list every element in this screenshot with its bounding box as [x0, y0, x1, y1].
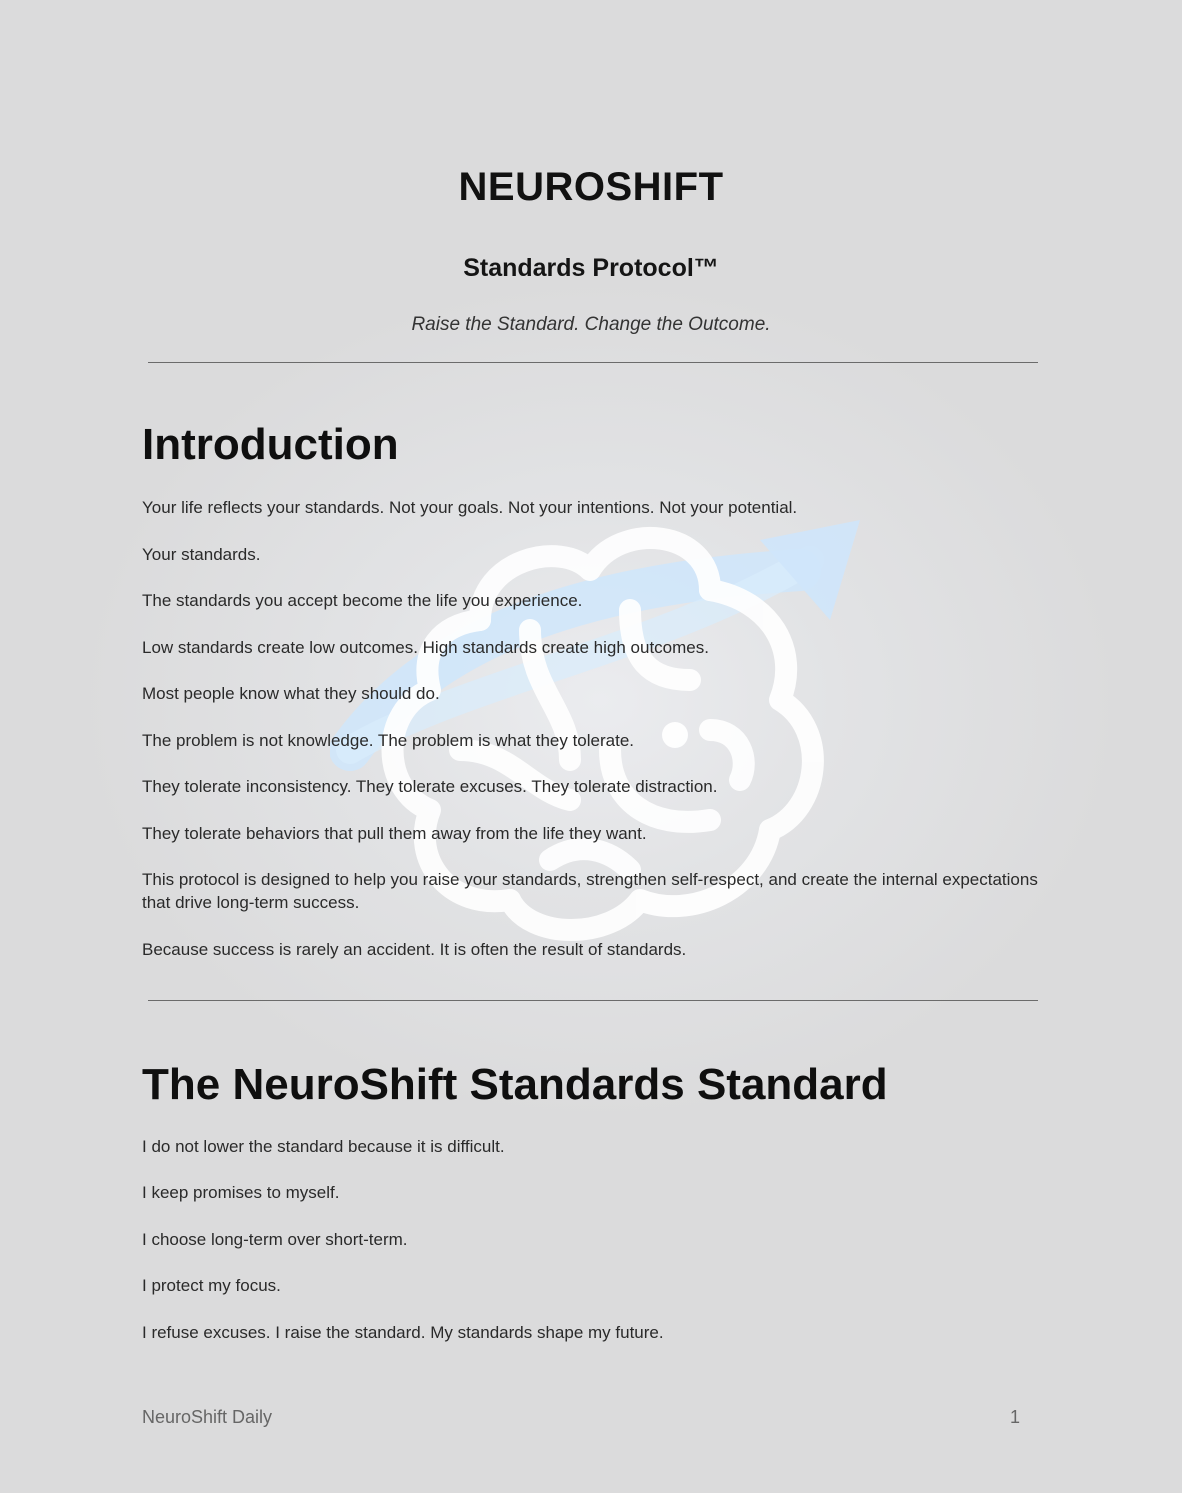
document-tagline: Raise the Standard. Change the Outcome. [411, 314, 771, 335]
standard-statement: I choose long-term over short-term. [142, 1230, 408, 1249]
divider [148, 362, 1038, 363]
intro-paragraph: They tolerate behaviors that pull them away from the life they want. [142, 824, 647, 843]
footer-brand: NeuroShift Daily [142, 1407, 273, 1427]
intro-paragraph: The standards you accept become the life you experience. [142, 591, 583, 610]
intro-paragraph: Because success is rarely an accident. It is often the result of standards. [142, 940, 687, 959]
page-number: 1 [1010, 1407, 1021, 1427]
standard-statement: I protect my focus. [142, 1276, 281, 1295]
intro-paragraph: The problem is not knowledge. The problem is what they tolerate. [142, 731, 635, 750]
intro-paragraph: Low standards create low outcomes. High standards create high outcomes. [142, 638, 709, 657]
standard-statement: I keep promises to myself. [142, 1183, 340, 1202]
standard-statement: I refuse excuses. I raise the standard. My standards shape my future. [142, 1323, 664, 1342]
standard-statement: I do not lower the standard because it is difficult. [142, 1137, 505, 1156]
document-subtitle: Standards Protocol™ [463, 254, 719, 282]
introduction-heading: Introduction [142, 420, 399, 469]
intro-paragraph: Your standards. [142, 545, 261, 564]
intro-paragraph: They tolerate inconsistency. They tolerate excuses. They tolerate distraction. [142, 777, 718, 796]
intro-paragraph: Most people know what they should do. [142, 684, 440, 703]
intro-paragraph: This protocol is designed to help you raise your standards, strengthen self-respect, and create the internal expectations that drive long-term success. [142, 870, 1038, 912]
intro-paragraph: Your life reflects your standards. Not your goals. Not your intentions. Not your potential. [142, 498, 798, 517]
document-title: NEUROSHIFT [458, 165, 724, 209]
divider [148, 1000, 1038, 1001]
standard-heading: The NeuroShift Standards Standard [142, 1060, 888, 1109]
